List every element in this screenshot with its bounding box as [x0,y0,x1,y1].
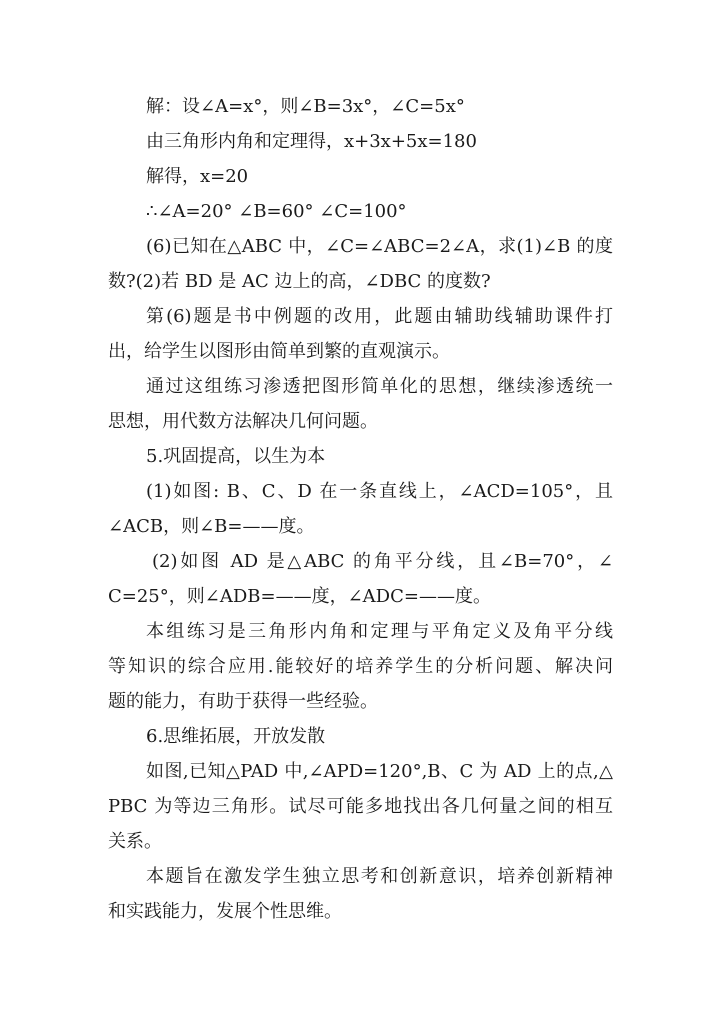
section-6-heading: 6.思维拓展，开放发散 [146,726,326,747]
paragraph-1-line-1: 第(6)题是书中例题的改用，此题由辅助线辅助课件打 [146,306,613,327]
exercise-3-line-3: 关系。 [108,831,162,852]
solve-result-line: 解得，x=20 [146,166,249,187]
angle-sum-line: 由三角形内角和定理得，x+3x+5x=180 [146,131,477,152]
section-5-heading: 5.巩固提高，以生为本 [146,446,326,467]
problem-6-line-1: (6)已知在△ABC 中，∠C=∠ABC=2∠A，求(1)∠B 的度 [146,236,613,257]
paragraph-3-line-3: 题的能力，有助于获得一些经验。 [108,691,378,712]
paragraph-2-line-2: 思想，用代数方法解决几何问题。 [108,411,378,432]
problem-6-line-2: 数?(2)若 BD 是 AC 边上的高，∠DBC 的度数? [108,271,491,292]
paragraph-3-line-1: 本组练习是三角形内角和定理与平角定义及角平分线 [146,621,613,642]
exercise-3-line-1: 如图,已知△PAD 中,∠APD=120°,B、C 为 AD 上的点,△ [146,761,613,782]
paragraph-3-line-2: 等知识的综合应用.能较好的培养学生的分析问题、解决问 [108,656,613,677]
paragraph-1-line-2: 出，给学生以图形由简单到繁的直观演示。 [108,341,450,362]
exercise-2-line-2: C=25°，则∠ADB=——度，∠ADC=——度。 [108,586,491,607]
paragraph-4-line-2: 和实践能力，发展个性思维。 [108,901,342,922]
exercise-2-line-1: (2)如图 AD 是△ABC 的角平分线，且∠B=70°，∠ [152,551,613,572]
paragraph-4-line-1: 本题旨在激发学生独立思考和创新意识，培养创新精神 [146,866,613,887]
exercise-1-line-1: (1)如图: B、C、D 在一条直线上，∠ACD=105°，且 [146,481,613,502]
angle-values-line: ∴∠A=20° ∠B=60° ∠C=100° [146,201,407,222]
exercise-3-line-2: PBC 为等边三角形。试尽可能多地找出各几何量之间的相互 [108,796,613,817]
exercise-1-line-2: ∠ACB，则∠B=——度。 [108,516,315,537]
paragraph-2-line-1: 通过这组练习渗透把图形简单化的思想，继续渗透统一 [146,376,613,397]
solution-setup-line: 解：设∠A=x°，则∠B=3x°，∠C=5x° [146,96,465,117]
